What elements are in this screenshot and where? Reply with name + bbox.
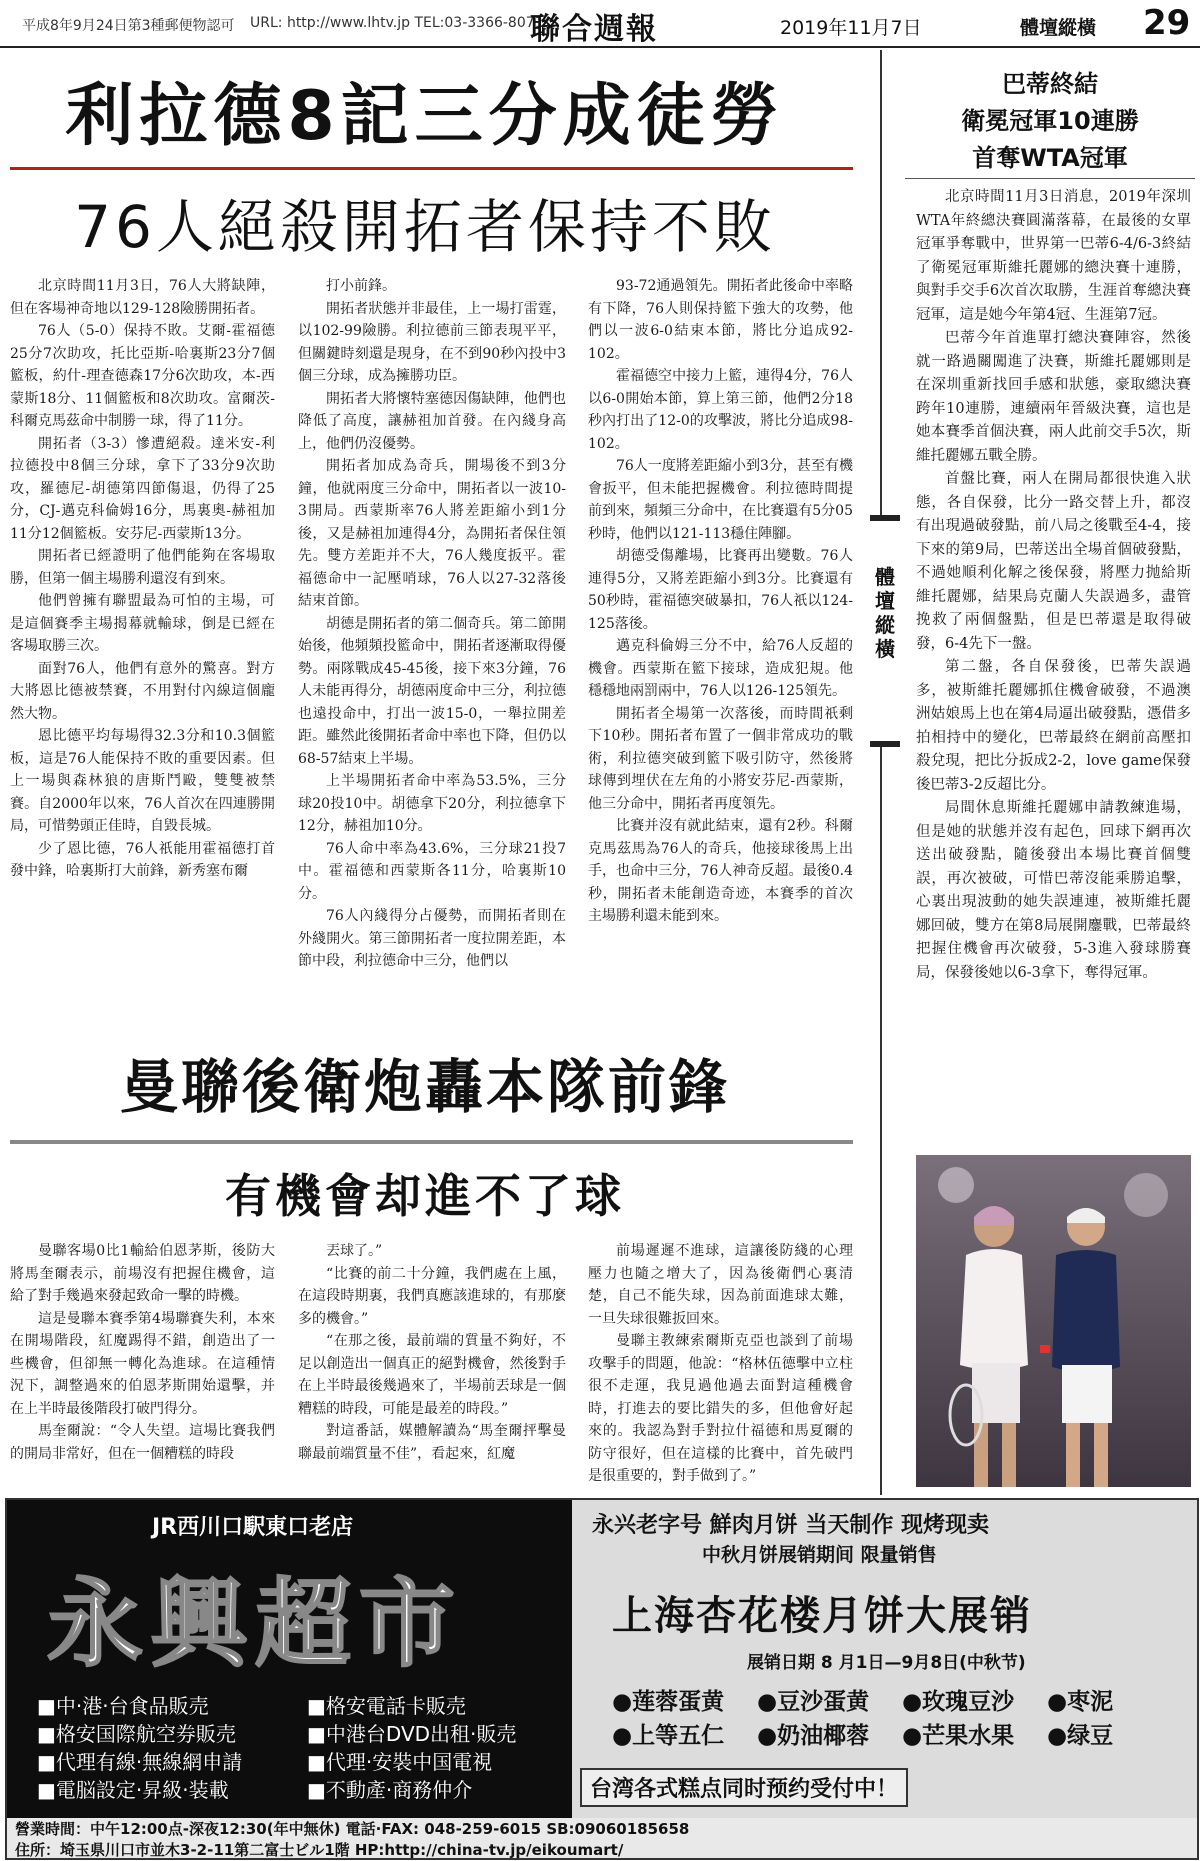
paragraph: 打小前鋒。 bbox=[326, 278, 396, 294]
paragraph: 少了恩比德，76人祇能用霍福德打首發中鋒，哈裏斯打大前鋒，新秀塞布爾 bbox=[10, 840, 275, 879]
paragraph: “比賽的前二十分鐘，我們處在上風，在這段時期裏，我們真應該進球的，有那麼多的機會。” bbox=[298, 1265, 566, 1327]
paragraph: 93-72通過領先。開拓者此後命中率略有下降，76人則保持籃下強大的攻勢，他們以一波6-0結束本節，將比分追成92-102。 bbox=[588, 278, 853, 362]
article1-column-3 bbox=[588, 275, 853, 1005]
paragraph: 北京時間11月3日，76人大將缺陣，但在客場神奇地以129-128險勝開拓者。 bbox=[10, 278, 275, 317]
paragraph: 開拓者加成為奇兵，開場後不到3分鐘，他就兩度三分命中，開拓者以一波10-3開局。西蒙斯率76人將差距縮小到1分後，又是赫祖加連得4分，為開拓者保住領先。雙方差距并不大，76人幾度扳平。霍福德命中一記壓哨球，76人以27-32落後結束首節。 bbox=[298, 458, 566, 609]
paragraph: “在那之後，最前端的質量不夠好，不足以創造出一個真正的絕對機會，然後對手在上半時最後幾過來了，半場前丟球是一個糟糕的時段，可能是最差的時段。” bbox=[298, 1333, 566, 1417]
paragraph: 開拓者（3-3）慘遭絕殺。達米安-利拉德投中8個三分球，拿下了33分9次助攻，羅德尼-胡德第四節傷退，仍得了25分，CJ-邁克科倫姆16分，馬裏奧-赫祖加11分12個籃板。安芬尼-西蒙斯13分。 bbox=[10, 435, 275, 542]
flavor-item: ● 豆沙蛋黄 bbox=[757, 1685, 902, 1719]
paragraph: 開拓者大將懷特塞德因傷缺陣，他們也降低了高度，讓赫祖加首發。在內綫身高上，他們仍沒優勢。 bbox=[298, 390, 566, 452]
issue-date: 2019年11月7日 bbox=[780, 17, 922, 39]
service-item: ■ 中·港·台食品販売 bbox=[37, 1692, 242, 1720]
ad-store-panel bbox=[7, 1500, 572, 1818]
paragraph: 胡德受傷離場，比賽再出變數。76人連得5分，又將差距縮小到3分。比賽還有50秒時，霍福德突破暴扣，76人祇以124-125落後。 bbox=[588, 548, 853, 632]
paragraph: 76人命中率為43.6%，三分球21投7中。霍福德和西蒙斯各11分，哈裏斯10分。 bbox=[298, 840, 566, 902]
section-name: 體壇縱橫 bbox=[1020, 17, 1097, 39]
sale-period: 中秋月饼展销期间 限量销售 bbox=[702, 1544, 937, 1566]
ad-mooncake-panel bbox=[572, 1500, 1197, 1818]
store-address: 住所：埼玉県川口市並木3-2-11第二富士ビル1階 HP:http://china-tv.jp/eikoumart/ bbox=[15, 1841, 624, 1859]
paragraph: 比賽并沒有就此結束，還有2秒。科爾克馬茲馬為76人的奇兵，他接球後馬上出手，也命中三分，76人神奇反超。最後0.4秒，開拓者未能創造奇迹，本賽季的首次主場勝利還未能到來。 bbox=[588, 818, 853, 924]
mooncake-flavors bbox=[612, 1685, 1192, 1753]
paragraph: 曼聯主教練索爾斯克亞也談到了前場攻擊手的問題，他說：“格林伍德擊中立柱很不走運，我見過他過去面對這種機會時，打進去的要比錯失的多，但他會好起來的。我認為對手對拉什福德和馬夏爾的防守很好，但在這樣的比賽中，首先破門是很重要的，對手做到了。” bbox=[588, 1333, 853, 1484]
article1-column-2 bbox=[298, 275, 566, 1005]
service-item: ■ 格安国際航空券販売 bbox=[37, 1720, 242, 1748]
paragraph: 這是曼聯本賽季第4場聯賽失利，本來在開場階段，紅魔踢得不錯，創造出了一些機會，但卻無一轉化為進球。在這種情況下，調整過來的伯恩茅斯開始還擊，并在上半時最後階段打破門得分。 bbox=[10, 1310, 275, 1417]
headline-line: 衛冕冠軍10連勝 bbox=[961, 107, 1139, 135]
paragraph: 曼聯客場0比1輸給伯恩茅斯，後防大將馬奎爾表示，前場沒有把握住機會，這給了對手幾過來發起致命一擊的時機。 bbox=[10, 1243, 275, 1304]
paragraph: 北京時間11月3日消息，2019年深圳WTA年終總決賽圓滿落幕，在最後的女單冠軍爭奪戰中，世界第一巴蒂6-4/6-3終結了衛冕冠軍斯維托麗娜的總決賽十連勝，與對手交手6次首次取勝，生涯首奪總決賽冠軍，這是她今年第4冠、生涯第7冠。 bbox=[916, 189, 1191, 323]
service-item: ■ 代理有線·無線網申請 bbox=[37, 1748, 242, 1776]
masthead bbox=[0, 0, 1200, 48]
article2-subheadline: 有機會却進不了球 bbox=[225, 1169, 625, 1223]
paragraph: 首盤比賽，兩人在開局都很快進入狀態，各自保發，比分一路交替上升，都沒有出現過破發點，前八局之後戰至4-4，接下來的第9局，巴蒂送出全場首個破發點，不過她順利化解之後保發，將壓力抛給斯維托麗娜，結果烏克蘭人失誤過多，盡管挽救了兩個盤點，但是巴蒂還是取得破發，6-4先下一盤。 bbox=[916, 471, 1191, 652]
paragraph: 巴蒂今年首進單打總決賽陣容，然後就一路過關闖進了決賽，斯維托麗娜則是在深圳重新找回手感和狀態，豪取總決賽跨年10連勝，連續兩年晉級決賽，這也是她本賽季首個決賽，兩人此前交手5次，斯維托麗娜五戰全勝。 bbox=[916, 330, 1191, 464]
article1-column-1 bbox=[10, 275, 275, 1005]
paper-name: 聯合週報 bbox=[530, 12, 658, 47]
business-hours: 營業時間：中午12:00点-深夜12:30(年中無休) 電話·FAX: 048-259-6015 SB:09060185658 bbox=[15, 1820, 690, 1838]
flavor-item: ● 莲蓉蛋黄 bbox=[612, 1685, 757, 1719]
mooncake-slogan: 永兴老字号 鮮肉月饼 当天制作 现烤现卖 bbox=[592, 1513, 989, 1538]
paragraph: 76人（5-0）保持不敗。艾爾-霍福德25分7次助攻，托比亞斯-哈裏斯23分7個籃板，約什-理查德森17分6次助攻，本-西蒙斯18分、11個籃板和8次助攻。富爾茨-科爾克馬茲命中制勝一球，得了11分。 bbox=[10, 323, 275, 429]
headline-line: 巴蒂終結 bbox=[1002, 70, 1098, 98]
paragraph: 馬奎爾說：“令人失望。這場比賽我們的開局非常好，但在一個糟糕的時段 bbox=[10, 1423, 275, 1462]
article1-headline: 利拉德8記三分成徒勞 bbox=[65, 77, 785, 156]
service-item: ■ 不動產·商務仲介 bbox=[307, 1776, 516, 1804]
flavor-item: ● 玫瑰豆沙 bbox=[902, 1685, 1047, 1719]
paragraph: 開拓者狀態并非最佳，上一場打雷霆，以102-99險勝。利拉德前三節表現平平，但關鍵時刻還是現身，在不到90秒內投中3個三分球，成為擁勝功臣。 bbox=[298, 300, 566, 384]
service-item: ■ 格安電話卡販売 bbox=[307, 1692, 516, 1720]
headline-line: 首奪WTA冠軍 bbox=[972, 144, 1128, 172]
paragraph: 恩比德平均每場得32.3分和10.3個籃板，這是76人能保持不敗的重要因素。但上一場與森林狼的唐斯鬥毆，雙雙被禁賽。自2000年以來，76人首次在四連勝開局，可惜勢頭正佳時，自毀長城。 bbox=[10, 728, 275, 834]
tennis-players-photo bbox=[916, 1155, 1191, 1487]
event-dates: 展销日期 8 月1日—9月8日(中秋节) bbox=[747, 1653, 1026, 1673]
headline-rule bbox=[10, 1140, 853, 1144]
article2-headline: 曼聯後衛炮轟本隊前鋒 bbox=[119, 1053, 730, 1121]
store-name: 永興超市 bbox=[47, 1568, 463, 1680]
paragraph: 開拓者已經證明了他們能夠在客場取勝，但第一個主場勝利還沒有到來。 bbox=[10, 548, 275, 587]
article2-column-3 bbox=[588, 1240, 853, 1490]
flavor-item: ● 奶油椰蓉 bbox=[757, 1719, 902, 1753]
service-item: ■ 中港台DVD出租·販売 bbox=[307, 1720, 516, 1748]
store-location: JR西川口駅東口老店 bbox=[152, 1515, 354, 1540]
services-list-left bbox=[37, 1692, 242, 1804]
flavor-item: ● 枣泥 bbox=[1047, 1685, 1192, 1719]
section-side-label: 體壇縱橫 bbox=[875, 565, 895, 661]
services-list-right bbox=[307, 1692, 516, 1804]
article2-column-1 bbox=[10, 1240, 275, 1490]
side-article-headline bbox=[900, 66, 1200, 177]
paragraph: 前場遲遲不進球，這讓後防綫的心理壓力也隨之增大了，因為後衛們心裏清楚，自己不能失球，因為前面進球太難，一旦失球很難扳回來。 bbox=[588, 1243, 853, 1327]
service-item: ■ 代理·安裝中国電視 bbox=[307, 1748, 516, 1776]
paragraph: 76人內綫得分占優勢，而開拓者則在外綫開火。第三節開拓者一度拉開差距，本節中段，利拉德命中三分，他們以 bbox=[298, 908, 566, 969]
contact-info: URL: http://www.lhtv.jp TEL:03-3366-8071 bbox=[250, 15, 544, 31]
article1-subheadline: 76人絕殺開拓者保持不敗 bbox=[74, 193, 776, 261]
column-divider bbox=[880, 50, 882, 1495]
headline-rule bbox=[10, 167, 853, 170]
paragraph: 邁克科倫姆三分不中，給76人反超的機會。西蒙斯在籃下接球，造成犯規。他穩穩地兩罰兩中，76人以126-125領先。 bbox=[588, 638, 853, 699]
paragraph: 對這番話，媒體解讀為“馬奎爾抨擊曼聯最前端質量不佳”，看起來，紅魔 bbox=[298, 1423, 566, 1462]
article2-column-2 bbox=[298, 1240, 566, 1490]
paragraph: 面對76人，他們有意外的驚喜。對方大將恩比德被禁賽，不用對付內線這個龐然大物。 bbox=[10, 660, 275, 722]
paragraph: 76人一度將差距縮小到3分，甚至有機會扳平，但未能把握機會。利拉德時間提前到來，頻頻三分命中，在比賽還有5分05秒時，他們以121-113穩住陣腳。 bbox=[588, 458, 853, 542]
paragraph: 霍福德空中接力上籃，連得4分，76人以6-0開始本節，算上第三節，他們2分18秒內打出了12-0的攻擊波，將比分追成98-102。 bbox=[588, 368, 853, 452]
event-title: 上海杏花楼月饼大展销 bbox=[612, 1593, 1032, 1639]
flavor-item: ● 芒果水果 bbox=[902, 1719, 1047, 1753]
side-article-body bbox=[916, 186, 1191, 1144]
page-number: 29 bbox=[1143, 3, 1191, 43]
paragraph: 第二盤，各自保發後，巴蒂失誤過多，被斯維托麗娜抓住機會破發，不過澳洲姑娘馬上也在第4局逼出破發點，憑借多拍相持中的變化，巴蒂最終在網前高壓扣殺兌現，把比分扳成2-2，love game保發後巴蒂3-2反超比分。 bbox=[916, 659, 1191, 793]
paragraph: 上半場開拓者命中率為53.5%，三分球20投10中。胡德拿下20分，利拉德拿下12分，赫祖加10分。 bbox=[298, 773, 566, 834]
postal-permit: 平成8年9月24日第3種郵便物認可 bbox=[22, 18, 235, 34]
flavor-item: ● 上等五仁 bbox=[612, 1719, 757, 1753]
service-item: ■ 電脳設定·昇級·装載 bbox=[37, 1776, 242, 1804]
flavor-item: ● 绿豆 bbox=[1047, 1719, 1192, 1753]
supermarket-advertisement bbox=[5, 1498, 1199, 1860]
paragraph: 他們曾擁有聯盟最為可怕的主場，可是這個賽季主場揭幕就輸球，倒是已經在客場取勝三次。 bbox=[10, 593, 275, 654]
paragraph: 開拓者全場第一次落後，而時間祇剩下10秒。開拓者布置了一個非常成功的戰術，利拉德突破到籃下吸引防守，然後將球傳到埋伏在左角的小將安芬尼-西蒙斯，他三分命中，開拓者再度領先。 bbox=[588, 705, 853, 812]
paragraph: 局間休息斯維托麗娜申請教練進場，但是她的狀態并沒有起色，回球下網再次送出破發點，隨後發出本場比賽首個雙誤，再次被破，可惜巴蒂沒能乘勝追擊，心裏出現波動的她失誤連連，被斯維托麗娜回破，雙方在第8局展開鏖戰，巴蒂最終把握住機會再次破發，5-3進入發球勝賽局，保發後她以6-3拿下，奪得冠軍。 bbox=[916, 800, 1191, 981]
preorder-notice: 台湾各式糕点同时预约受付中！ bbox=[580, 1768, 908, 1807]
side-headline-rule bbox=[905, 178, 1195, 179]
paragraph: 胡德是開拓者的第二個奇兵。第二節開始後，他頻頻投籃命中，開拓者逐漸取得優勢。兩隊戰成45-45後，接下來3分鐘，76人未能再得分，胡德兩度命中三分，利拉德也遠投命中，打出一波15-0，一舉拉開差距。雖然此後開拓者命中率也下降，但仍以68-57結束上半場。 bbox=[298, 615, 566, 767]
paragraph: 丟球了。” bbox=[326, 1243, 383, 1259]
